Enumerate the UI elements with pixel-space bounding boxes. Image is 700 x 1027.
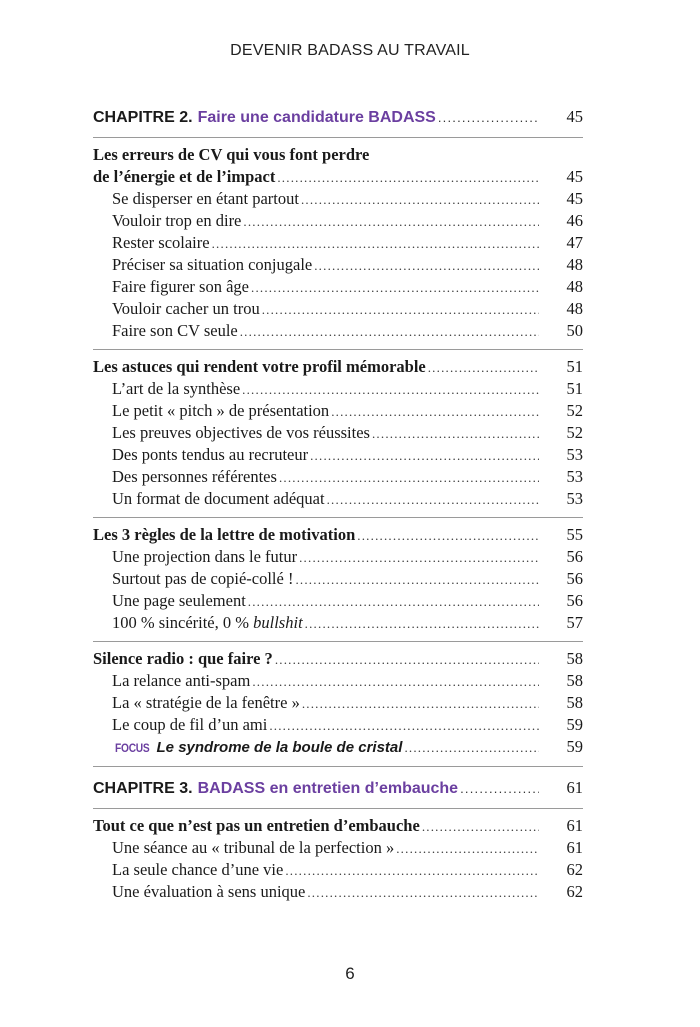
- leader-dots: [240, 321, 539, 343]
- leader-dots: [269, 715, 539, 737]
- item-title: Une séance au « tribunal de la perfection »: [112, 838, 395, 857]
- leader-dots: [295, 569, 539, 591]
- divider: [93, 349, 583, 350]
- toc-item[interactable]: [93, 298, 583, 320]
- page-ref: 51: [566, 379, 583, 398]
- toc-item[interactable]: [93, 422, 583, 444]
- section-title: de l’énergie et de l’impact: [93, 167, 276, 186]
- toc-item[interactable]: [93, 210, 583, 232]
- page-ref: 53: [566, 445, 583, 464]
- page-ref: 45: [566, 107, 583, 126]
- item-title: Faire son CV seule: [112, 321, 238, 340]
- toc-chapter-2[interactable]: [93, 104, 583, 130]
- item-title: L’art de la synthèse: [112, 379, 241, 398]
- chapter-title: BADASS en entretien d’embauche: [197, 780, 459, 797]
- leader-dots: [305, 613, 539, 635]
- leader-dots: [299, 547, 539, 569]
- divider: [93, 808, 583, 809]
- item-title: Les preuves objectives de vos réussites: [112, 423, 370, 442]
- toc-item[interactable]: [93, 670, 583, 692]
- page-ref: 53: [566, 489, 583, 508]
- leader-dots: [262, 299, 539, 321]
- leader-dots: [279, 467, 539, 489]
- toc-item[interactable]: [93, 859, 583, 881]
- item-title: Une projection dans le futur: [112, 547, 298, 566]
- toc-item[interactable]: [93, 188, 583, 210]
- toc-section-lettre-motivation[interactable]: [93, 524, 583, 546]
- page-number: 6: [345, 964, 355, 983]
- leader-dots: [243, 211, 539, 233]
- item-title: Une évaluation à sens unique: [112, 882, 306, 901]
- item-title: Un format de document adéquat: [112, 489, 325, 508]
- leader-dots: [275, 649, 539, 671]
- divider: [93, 137, 583, 138]
- leader-dots: [314, 255, 539, 277]
- page-ref: 52: [566, 423, 583, 442]
- item-title: Se disperser en étant partout: [112, 189, 299, 208]
- item-title-italic: bullshit: [253, 613, 303, 632]
- page-ref: 61: [566, 778, 583, 797]
- section-title: Tout ce que n’est pas un entretien d’embauche: [93, 816, 420, 835]
- toc-item[interactable]: [93, 254, 583, 276]
- toc-item[interactable]: [93, 837, 583, 859]
- leader-dots: [396, 838, 539, 860]
- leader-dots: [327, 489, 539, 511]
- page-ref: 45: [566, 167, 583, 186]
- toc-item[interactable]: [93, 232, 583, 254]
- toc-section-entretien[interactable]: [93, 815, 583, 837]
- leader-dots: [248, 591, 539, 613]
- page-ref: 62: [566, 882, 583, 901]
- toc-item[interactable]: [93, 444, 583, 466]
- item-title: Préciser sa situation conjugale: [112, 255, 313, 274]
- divider: [93, 766, 583, 767]
- item-title: Le coup de fil d’un ami: [112, 715, 268, 734]
- page-ref: 47: [566, 233, 583, 252]
- page-ref: 52: [566, 401, 583, 420]
- toc-focus-item[interactable]: [93, 736, 583, 758]
- chapter-label: CHAPITRE 3.: [93, 780, 193, 797]
- page-ref: 58: [566, 649, 583, 668]
- item-title: 100 % sincérité, 0 %: [112, 613, 250, 632]
- page-ref: 50: [566, 321, 583, 340]
- item-title: La relance anti-spam: [112, 671, 251, 690]
- toc-item[interactable]: [93, 378, 583, 400]
- leader-dots: [310, 445, 539, 467]
- item-title: Faire figurer son âge: [112, 277, 249, 296]
- toc-item[interactable]: [93, 714, 583, 736]
- page-ref: 48: [566, 255, 583, 274]
- item-title: Une page seulement: [112, 591, 246, 610]
- toc-section-erreurs-cv[interactable]: [93, 166, 583, 188]
- page-ref: 55: [566, 525, 583, 544]
- item-title: La seule chance d’une vie: [112, 860, 284, 879]
- page-ref: 58: [566, 693, 583, 712]
- toc-item[interactable]: [93, 546, 583, 568]
- section-title: Silence radio : que faire ?: [93, 649, 273, 668]
- leader-dots: [372, 423, 539, 445]
- page-ref: 61: [566, 838, 583, 857]
- leader-dots: [422, 816, 539, 838]
- item-title: Rester scolaire: [112, 233, 210, 252]
- toc-item[interactable]: [93, 400, 583, 422]
- item-title: Vouloir trop en dire: [112, 211, 242, 230]
- item-title: Le petit « pitch » de présentation: [112, 401, 330, 420]
- leader-dots: [307, 882, 539, 904]
- toc-item[interactable]: [93, 276, 583, 298]
- table-of-contents: [93, 104, 583, 903]
- toc-item[interactable]: [93, 692, 583, 714]
- toc-section-title-line: Les erreurs de CV qui vous font perdre: [93, 145, 370, 164]
- leader-dots: [438, 105, 539, 131]
- toc-item[interactable]: [93, 612, 583, 634]
- leader-dots: [331, 401, 539, 423]
- page-ref: 57: [566, 613, 583, 632]
- page-ref: 56: [566, 569, 583, 588]
- page-ref: 48: [566, 299, 583, 318]
- page-ref: 59: [566, 737, 583, 756]
- toc-item[interactable]: [93, 488, 583, 510]
- leader-dots: [428, 357, 539, 379]
- page-ref: 62: [566, 860, 583, 879]
- toc-item[interactable]: [93, 568, 583, 590]
- page-ref: 53: [566, 467, 583, 486]
- page-ref: 58: [566, 671, 583, 690]
- page-ref: 59: [566, 715, 583, 734]
- leader-dots: [460, 776, 539, 802]
- page-ref: 45: [566, 189, 583, 208]
- toc-item[interactable]: [93, 466, 583, 488]
- item-title: Des personnes référentes: [112, 467, 277, 486]
- toc-chapter-3[interactable]: [93, 775, 583, 801]
- chapter-title: Faire une candidature BADASS: [197, 109, 436, 126]
- leader-dots: [285, 860, 539, 882]
- page-ref: 46: [566, 211, 583, 230]
- item-title: Vouloir cacher un trou: [112, 299, 260, 318]
- page-ref: 48: [566, 277, 583, 296]
- toc-section-astuces[interactable]: [93, 356, 583, 378]
- section-title: Les astuces qui rendent votre profil mémorable: [93, 357, 426, 376]
- toc-item[interactable]: [93, 320, 583, 342]
- leader-dots: [404, 737, 539, 759]
- item-title: Des ponts tendus au recruteur: [112, 445, 309, 464]
- leader-dots: [357, 525, 539, 547]
- toc-section-silence-radio[interactable]: [93, 648, 583, 670]
- focus-title: Le syndrome de la boule de cristal: [156, 739, 403, 756]
- leader-dots: [277, 167, 539, 189]
- chapter-label: CHAPITRE 2.: [93, 109, 193, 126]
- running-head: DEVENIR BADASS AU TRAVAIL: [230, 42, 470, 59]
- leader-dots: [251, 277, 539, 299]
- page-ref: 51: [566, 357, 583, 376]
- leader-dots: [302, 693, 539, 715]
- divider: [93, 517, 583, 518]
- leader-dots: [252, 671, 539, 693]
- toc-item[interactable]: [93, 590, 583, 612]
- toc-item[interactable]: [93, 881, 583, 903]
- leader-dots: [242, 379, 539, 401]
- section-title: Les 3 règles de la lettre de motivation: [93, 525, 356, 544]
- item-title: Surtout pas de copié-collé !: [112, 569, 294, 588]
- page-ref: 61: [566, 816, 583, 835]
- page-ref: 56: [566, 591, 583, 610]
- page-ref: 56: [566, 547, 583, 566]
- focus-tag: FOCUS: [115, 741, 150, 755]
- leader-dots: [301, 189, 539, 211]
- leader-dots: [212, 233, 539, 255]
- item-title: La « stratégie de la fenêtre »: [112, 693, 300, 712]
- divider: [93, 641, 583, 642]
